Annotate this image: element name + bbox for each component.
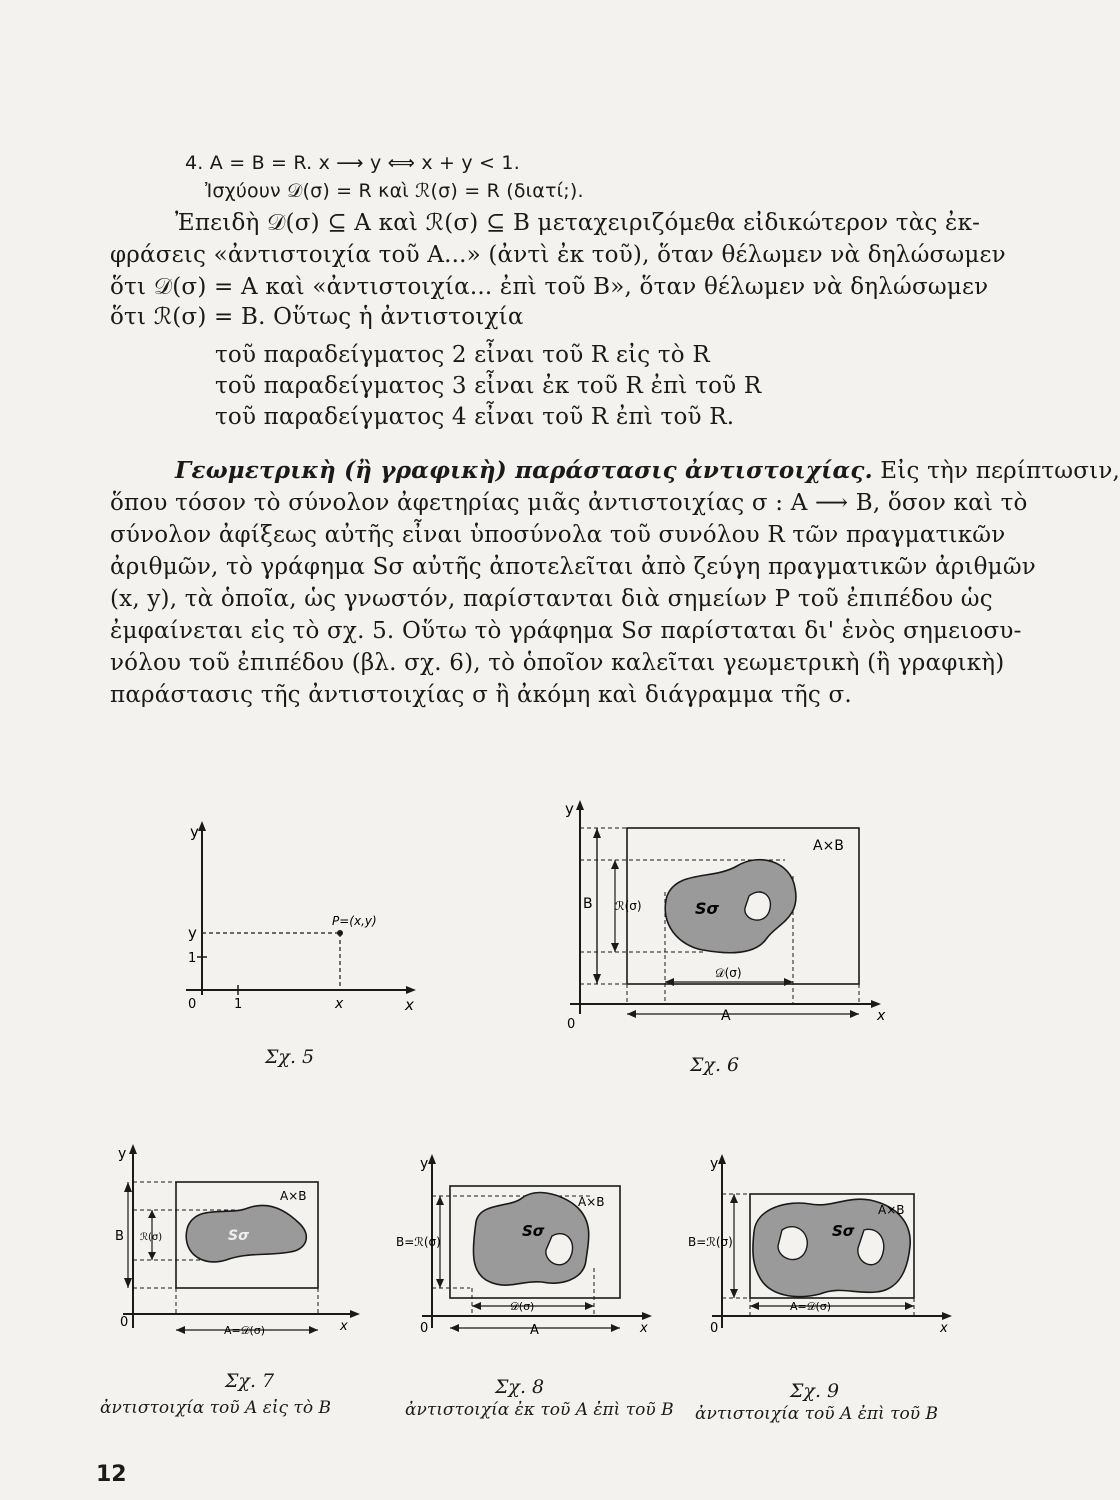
fig8-origin: 0 xyxy=(420,1321,429,1336)
fig6-graph-region xyxy=(665,860,796,953)
fig7-domain-label: A=𝒟(σ) xyxy=(224,1324,266,1337)
fig5-point-label: P=(x,y) xyxy=(332,914,377,928)
fig7-domain-arrow-right xyxy=(309,1326,318,1334)
section-line-5: ἐμφαίνεται εἰς τὸ σχ. 5. Οὕτω τὸ γράφημα Sσ παρίσταται δι' ἑνὸς σημειοσυ- xyxy=(110,618,1022,644)
fig6-a-label: A xyxy=(721,1008,731,1024)
fig6-a-arrow-right xyxy=(850,1010,859,1018)
paragraph-1-line-2: φράσεις «ἀντιστοιχία τοῦ A...» (ἀντὶ ἐκ τοῦ), ὅταν θέλωμεν νὰ δηλώσωμεν xyxy=(110,242,1006,268)
fig6-product-label: A×B xyxy=(813,838,844,854)
fig9-product-label: A×B xyxy=(878,1203,905,1217)
example-summary-3: τοῦ παραδείγματος 3 εἶναι ἐκ τοῦ R ἐπὶ τοῦ R xyxy=(215,373,762,399)
example-4-line2: Ἰσχύουν 𝒟(σ) = R καὶ ℛ(σ) = R (διατί;). xyxy=(205,180,584,202)
fig8-x-label: x xyxy=(640,1321,648,1336)
fig5-tick-one-y: 1 xyxy=(188,951,197,966)
fig6-a-arrow-left xyxy=(627,1010,636,1018)
section-heading: Γεωμετρικὴ (ἢ γραφικὴ) παράστασις ἀντιστοιχίας. xyxy=(175,457,873,484)
section-line-3: ἀριθμῶν, τὸ γράφημα Sσ αὐτῆς ἀποτελεῖται ἀπὸ ζεύγη πραγματικῶν ἀριθμῶν xyxy=(110,554,1036,580)
fig9-caption: Σχ. 9 xyxy=(790,1380,840,1402)
fig6-range-label: ℛ(σ) xyxy=(615,899,642,913)
fig6-x-arrow xyxy=(871,1000,881,1008)
fig9-region-hole-1 xyxy=(778,1227,807,1260)
fig6-b-arrow-top xyxy=(593,828,601,838)
fig6-range-arrow-top xyxy=(611,860,619,869)
fig8-domain-arrow-left xyxy=(472,1302,481,1310)
fig9-b-arrow-top xyxy=(730,1194,738,1203)
paragraph-1-line-3: ὅτι 𝒟(σ) = A καὶ «ἀντιστοιχία... ἐπὶ τοῦ B», ὅταν θέλωμεν νὰ δηλώσωμεν xyxy=(110,274,989,300)
fig7-graph-label: Sσ xyxy=(228,1228,249,1244)
fig9-subcaption: ἀντιστοιχία τοῦ A ἐπὶ τοῦ B xyxy=(695,1404,938,1424)
section-first-line-rest: Εἰς τὴν περίπτωσιν, xyxy=(880,458,1120,484)
fig9-y-arrow xyxy=(718,1154,726,1164)
fig5-x-label: x xyxy=(405,996,414,1014)
page-number: 12 xyxy=(96,1462,127,1487)
fig7-x-arrow xyxy=(350,1310,360,1318)
section-line-6: νόλου τοῦ ἐπιπέδου (βλ. σχ. 6), τὸ ὁποῖον καλεῖται γεωμετρικὴ (ἢ γραφικὴ) xyxy=(110,650,1005,676)
fig8-b-arrow-bottom xyxy=(436,1279,444,1288)
fig5-y-label: y xyxy=(190,823,199,841)
fig5-caption: Σχ. 5 xyxy=(265,1046,315,1068)
fig9-domain-arrow-left xyxy=(750,1302,759,1310)
figure-5 xyxy=(160,815,430,1030)
section-line-7: παράστασις τῆς ἀντιστοιχίας σ ἢ ἀκόμη καὶ διάγραμμα τῆς σ. xyxy=(110,682,852,708)
fig9-x-label: x xyxy=(940,1321,948,1336)
paragraph-1-line-4: ὅτι ℛ(σ) = B. Οὕτως ἡ ἀντιστοιχία xyxy=(110,304,524,330)
fig7-caption: Σχ. 7 xyxy=(225,1370,275,1392)
fig6-caption: Σχ. 6 xyxy=(690,1054,740,1076)
example-summary-4: τοῦ παραδείγματος 4 εἶναι τοῦ R ἐπὶ τοῦ R. xyxy=(215,404,735,430)
fig7-range-label: ℛ(σ) xyxy=(140,1232,163,1243)
fig6-graph-label: Sσ xyxy=(695,899,719,918)
fig6-x-label: x xyxy=(877,1008,886,1024)
fig9-region-hole-2 xyxy=(858,1229,884,1264)
fig8-a-label: A xyxy=(530,1323,539,1338)
fig5-tick-one-x: 1 xyxy=(234,997,243,1012)
fig7-domain-arrow-left xyxy=(176,1326,185,1334)
fig8-a-arrow-right xyxy=(611,1324,620,1332)
fig8-x-arrow xyxy=(642,1312,652,1320)
fig8-product-label: A×B xyxy=(578,1195,605,1209)
fig8-caption: Σχ. 8 xyxy=(495,1376,545,1398)
fig9-domain-arrow-right xyxy=(905,1302,914,1310)
fig6-origin: 0 xyxy=(567,1017,576,1032)
figure-6 xyxy=(555,792,900,1032)
section-line-4: (x, y), τὰ ὁποῖα, ὡς γνωστόν, παρίστανται διὰ σημείων P τοῦ ἐπιπέδου ὡς xyxy=(110,586,993,612)
fig6-y-label: y xyxy=(565,800,574,818)
fig5-point-p xyxy=(337,930,343,936)
fig8-y-label: y xyxy=(420,1156,429,1172)
fig5-origin: 0 xyxy=(188,997,197,1012)
figure-9 xyxy=(688,1148,962,1348)
fig5-x-arrow xyxy=(406,986,416,994)
example-summary-2: τοῦ παραδείγματος 2 εἶναι τοῦ R εἰς τὸ R xyxy=(215,342,710,368)
example-4-line1: 4. A = B = R. x ⟶ y ⟺ x + y < 1. xyxy=(185,152,520,174)
fig7-y-label: y xyxy=(118,1146,127,1162)
fig8-graph-label: Sσ xyxy=(522,1222,545,1240)
fig6-range-arrow-bottom xyxy=(611,943,619,952)
fig8-b-arrow-top xyxy=(436,1196,444,1205)
section-line-1: ὅπου τόσον τὸ σύνολον ἀφετηρίας μιᾶς ἀντιστοιχίας σ : A ⟶ B, ὅσον καὶ τὸ xyxy=(110,490,1028,516)
section-first-line xyxy=(175,456,1120,486)
fig5-y-arrow xyxy=(198,821,206,831)
fig9-graph-label: Sσ xyxy=(832,1222,855,1240)
fig6-region-hole xyxy=(745,892,771,920)
fig7-subcaption: ἀντιστοιχία τοῦ A εἰς τὸ B xyxy=(100,1398,331,1418)
fig7-range-arrow-top xyxy=(148,1210,156,1218)
section-line-2: σύνολον ἀφίξεως αὐτῆς εἶναι ὑποσύνολα τοῦ συνόλου R τῶν πραγματικῶν xyxy=(110,522,1006,548)
fig8-domain-arrow-right xyxy=(585,1302,594,1310)
fig6-b-arrow-bottom xyxy=(593,974,601,984)
figure-8 xyxy=(396,1148,660,1348)
fig8-b-label: B=ℛ(σ) xyxy=(396,1235,441,1249)
fig7-range-arrow-bottom xyxy=(148,1252,156,1260)
fig9-y-label: y xyxy=(710,1156,719,1172)
fig7-product-label: A×B xyxy=(280,1189,307,1203)
fig7-x-label: x xyxy=(340,1319,348,1334)
fig7-b-arrow-bottom xyxy=(124,1278,132,1288)
fig7-b-label: B xyxy=(115,1229,124,1244)
fig8-subcaption: ἀντιστοιχία ἐκ τοῦ A ἐπὶ τοῦ B xyxy=(405,1400,674,1420)
fig6-y-arrow xyxy=(576,800,584,810)
fig8-domain-label: 𝒟(σ) xyxy=(510,1300,535,1313)
fig7-y-arrow xyxy=(129,1144,137,1154)
paragraph-1-line-1: Ἐπειδὴ 𝒟(σ) ⊆ A καὶ ℛ(σ) ⊆ B μεταχειριζόμεθα εἰδικώτερον τὰς ἐκ- xyxy=(175,210,981,236)
fig9-domain-label: A=𝒟(σ) xyxy=(790,1300,832,1313)
fig9-origin: 0 xyxy=(710,1321,719,1336)
fig6-domain-label: 𝒟(σ) xyxy=(715,966,742,980)
figure-7 xyxy=(108,1138,368,1348)
fig7-b-arrow-top xyxy=(124,1182,132,1192)
fig6-b-label: B xyxy=(583,896,593,912)
fig7-origin: 0 xyxy=(120,1315,129,1330)
fig8-y-arrow xyxy=(428,1154,436,1164)
fig9-x-arrow xyxy=(942,1312,952,1320)
fig5-tick-y-label: y xyxy=(188,924,197,942)
fig9-b-arrow-bottom xyxy=(730,1289,738,1298)
fig5-tick-x: x xyxy=(335,996,344,1012)
fig9-b-label: B=ℛ(σ) xyxy=(688,1235,733,1249)
fig8-a-arrow-left xyxy=(450,1324,459,1332)
